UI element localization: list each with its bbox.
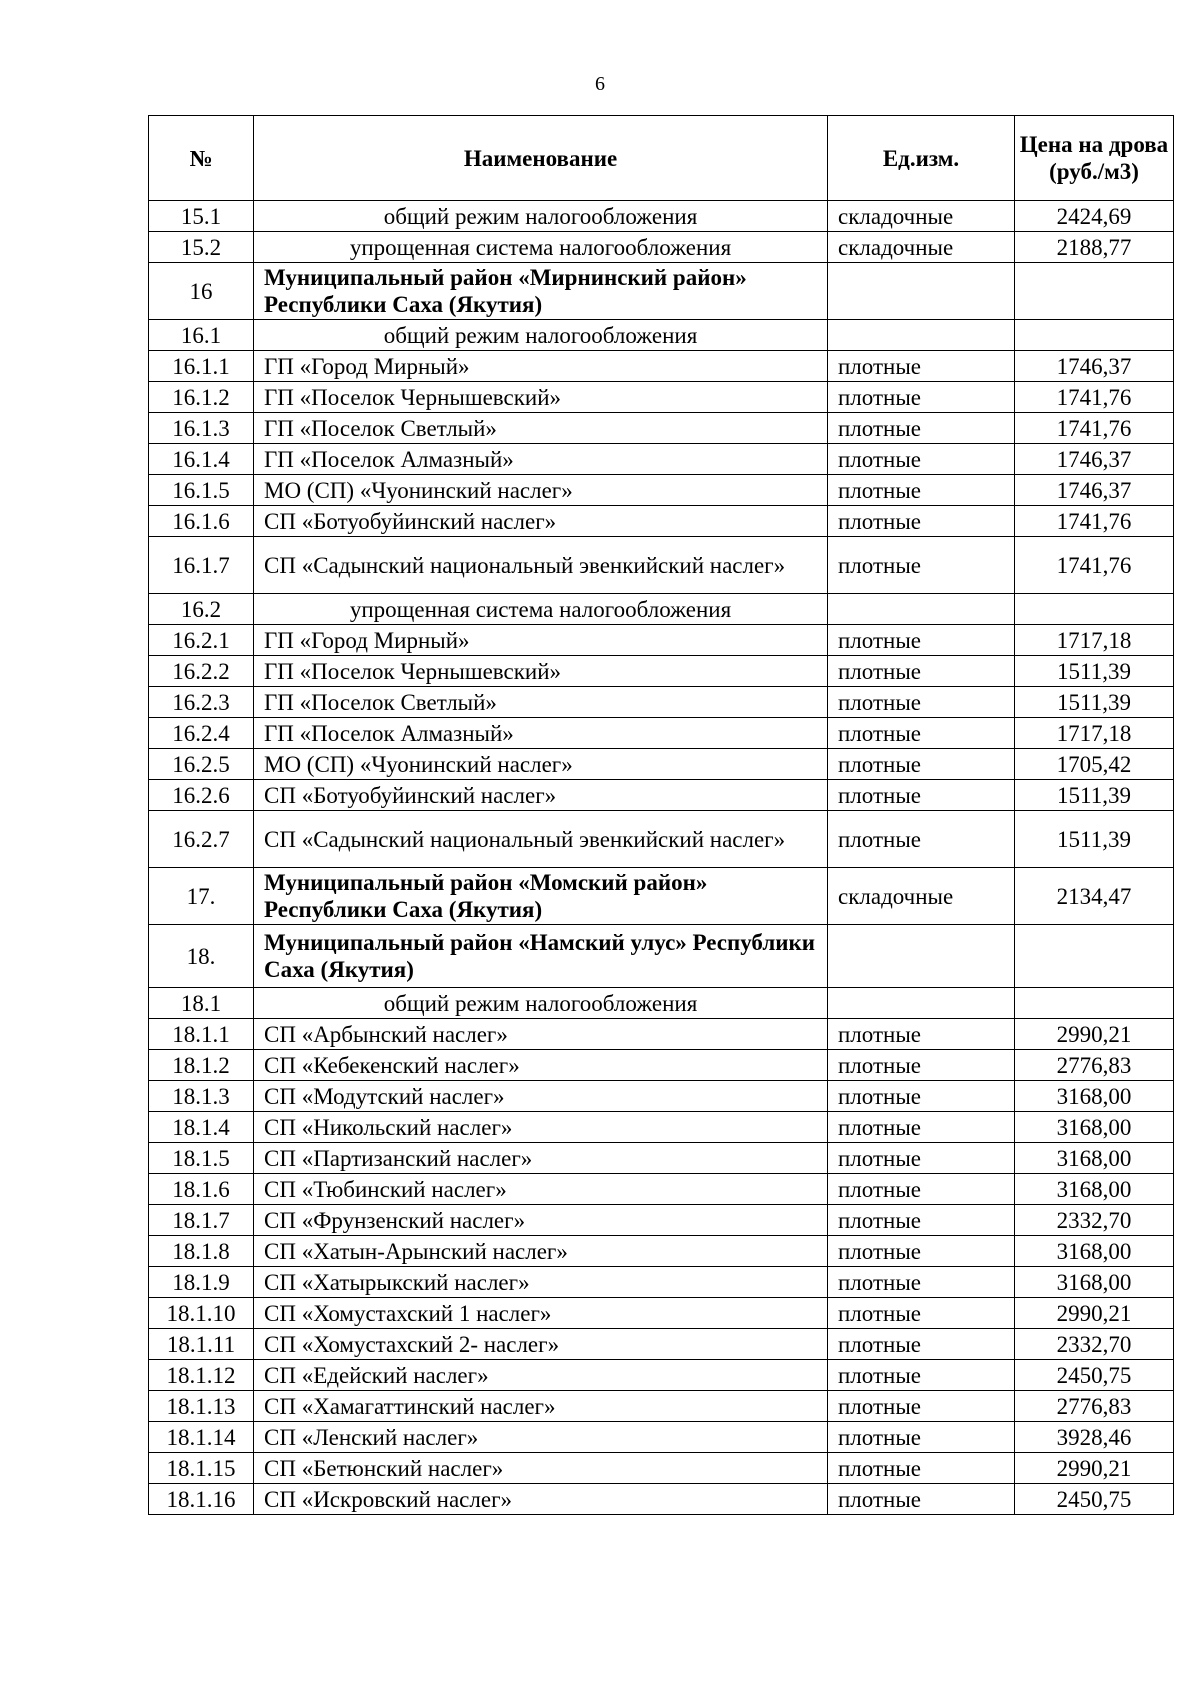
row-number-cell: 18.1.4 [149,1112,254,1143]
row-unit-cell: плотные [828,1236,1015,1267]
row-name-cell: СП «Искровский наслег» [254,1484,828,1515]
row-number-cell: 18.1.11 [149,1329,254,1360]
row-unit-cell: плотные [828,1205,1015,1236]
row-unit-cell: плотные [828,1143,1015,1174]
table-row [149,1143,1174,1174]
row-number-cell: 16.2.1 [149,625,254,656]
row-price-cell: 2776,83 [1015,1050,1174,1081]
row-unit-cell: плотные [828,718,1015,749]
row-price-cell: 1717,18 [1015,625,1174,656]
table-row [149,1205,1174,1236]
table-row [149,625,1174,656]
row-price-cell: 3168,00 [1015,1267,1174,1298]
row-number-cell: 16.1.3 [149,413,254,444]
row-number-cell: 18.1.6 [149,1174,254,1205]
row-price-cell: 2332,70 [1015,1329,1174,1360]
row-price-cell: 1741,76 [1015,506,1174,537]
row-unit-cell [828,263,1015,320]
row-price-cell: 1511,39 [1015,811,1174,868]
row-name-cell: СП «Ботуобуйинский наслег» [254,506,828,537]
page-number: 6 [595,73,605,95]
row-name-cell: СП «Арбынский наслег» [254,1019,828,1050]
row-price-cell: 1746,37 [1015,475,1174,506]
row-unit-cell: плотные [828,1453,1015,1484]
row-name-cell: СП «Тюбинский наслег» [254,1174,828,1205]
header-unit: Ед.изм. [828,116,1015,201]
row-price-cell: 3168,00 [1015,1174,1174,1205]
row-price-cell [1015,988,1174,1019]
row-unit-cell: плотные [828,506,1015,537]
firewood-price-table [148,115,1174,1515]
row-name-cell: СП «Ленский наслег» [254,1422,828,1453]
table-row [149,1453,1174,1484]
row-name-cell: СП «Кебекенский наслег» [254,1050,828,1081]
row-price-cell: 2188,77 [1015,232,1174,263]
row-number-cell: 16.1.4 [149,444,254,475]
table-header [149,116,1174,201]
row-price-cell: 1741,76 [1015,537,1174,594]
row-number-cell: 16.2.7 [149,811,254,868]
row-number-cell: 16.1.5 [149,475,254,506]
table-row [149,320,1174,351]
row-name-cell: ГП «Город Мирный» [254,625,828,656]
row-unit-cell: плотные [828,537,1015,594]
table-row [149,351,1174,382]
row-name-cell: СП «Хомустахский 2- наслег» [254,1329,828,1360]
row-price-cell: 1741,76 [1015,382,1174,413]
row-name-cell: общий режим налогообложения [254,320,828,351]
row-price-cell: 2990,21 [1015,1298,1174,1329]
row-price-cell: 2990,21 [1015,1453,1174,1484]
row-unit-cell: плотные [828,1112,1015,1143]
table-row [149,687,1174,718]
table-row [149,594,1174,625]
row-price-cell: 1511,39 [1015,687,1174,718]
row-number-cell: 18.1.2 [149,1050,254,1081]
row-price-cell: 3168,00 [1015,1112,1174,1143]
row-name-cell: общий режим налогообложения [254,201,828,232]
row-number-cell: 18.1.14 [149,1422,254,1453]
row-price-cell: 1746,37 [1015,351,1174,382]
row-unit-cell: складочные [828,201,1015,232]
row-price-cell: 1746,37 [1015,444,1174,475]
header-num: № [149,116,254,201]
row-number-cell: 18.1.7 [149,1205,254,1236]
row-name-cell: Муниципальный район «Намский улус» Республики Саха (Якутия) [254,925,828,988]
row-number-cell: 18. [149,925,254,988]
row-price-cell: 1705,42 [1015,749,1174,780]
row-price-cell: 1511,39 [1015,780,1174,811]
row-unit-cell: складочные [828,232,1015,263]
row-name-cell: ГП «Поселок Чернышевский» [254,656,828,687]
table-row [149,263,1174,320]
row-number-cell: 18.1.13 [149,1391,254,1422]
row-unit-cell: плотные [828,1298,1015,1329]
row-unit-cell: плотные [828,1360,1015,1391]
table-row [149,506,1174,537]
row-price-cell: 1511,39 [1015,656,1174,687]
row-number-cell: 16.2.4 [149,718,254,749]
table-row [149,475,1174,506]
table-row [149,988,1174,1019]
table-row [149,201,1174,232]
row-price-cell: 2450,75 [1015,1360,1174,1391]
row-price-cell [1015,320,1174,351]
table-row [149,749,1174,780]
table-row [149,1236,1174,1267]
table-row [149,925,1174,988]
row-price-cell [1015,263,1174,320]
row-price-cell: 2332,70 [1015,1205,1174,1236]
table-row [149,413,1174,444]
row-number-cell: 16.2 [149,594,254,625]
row-unit-cell: плотные [828,1050,1015,1081]
row-name-cell: ГП «Поселок Алмазный» [254,444,828,475]
row-name-cell: СП «Садынский национальный эвенкийский наслег» [254,537,828,594]
row-unit-cell: плотные [828,1422,1015,1453]
row-name-cell: СП «Садынский национальный эвенкийский наслег» [254,811,828,868]
row-number-cell: 18.1.3 [149,1081,254,1112]
table-row [149,1081,1174,1112]
row-number-cell: 18.1 [149,988,254,1019]
table-row [149,382,1174,413]
row-name-cell: общий режим налогообложения [254,988,828,1019]
row-unit-cell: плотные [828,444,1015,475]
row-number-cell: 18.1.9 [149,1267,254,1298]
row-price-cell: 3168,00 [1015,1236,1174,1267]
row-name-cell: СП «Партизанский наслег» [254,1143,828,1174]
row-unit-cell [828,925,1015,988]
row-unit-cell: плотные [828,351,1015,382]
row-name-cell: СП «Модутский наслег» [254,1081,828,1112]
row-unit-cell [828,988,1015,1019]
row-unit-cell: плотные [828,687,1015,718]
row-unit-cell: плотные [828,413,1015,444]
table-row [149,1174,1174,1205]
row-price-cell: 3928,46 [1015,1422,1174,1453]
row-number-cell: 16.1.7 [149,537,254,594]
table-row [149,718,1174,749]
row-unit-cell: плотные [828,811,1015,868]
row-price-cell: 2990,21 [1015,1019,1174,1050]
row-name-cell: СП «Хомустахский 1 наслег» [254,1298,828,1329]
table-row [149,1391,1174,1422]
row-name-cell: ГП «Город Мирный» [254,351,828,382]
row-unit-cell: складочные [828,868,1015,925]
table-row [149,1360,1174,1391]
row-unit-cell [828,594,1015,625]
row-name-cell: ГП «Поселок Алмазный» [254,718,828,749]
table-row [149,656,1174,687]
row-unit-cell: плотные [828,1484,1015,1515]
row-price-cell: 2776,83 [1015,1391,1174,1422]
row-number-cell: 18.1.10 [149,1298,254,1329]
table-row [149,1484,1174,1515]
row-unit-cell: плотные [828,1329,1015,1360]
row-name-cell: Муниципальный район «Момский район» Республики Саха (Якутия) [254,868,828,925]
row-number-cell: 15.2 [149,232,254,263]
row-price-cell [1015,594,1174,625]
row-number-cell: 16.2.6 [149,780,254,811]
table-row [149,1267,1174,1298]
row-number-cell: 18.1.15 [149,1453,254,1484]
row-unit-cell: плотные [828,382,1015,413]
row-number-cell: 16.2.2 [149,656,254,687]
row-number-cell: 17. [149,868,254,925]
table-row [149,1329,1174,1360]
row-number-cell: 18.1.8 [149,1236,254,1267]
row-name-cell: СП «Никольский наслег» [254,1112,828,1143]
row-name-cell: МО (СП) «Чуонинский наслег» [254,749,828,780]
row-number-cell: 18.1.1 [149,1019,254,1050]
row-name-cell: ГП «Поселок Светлый» [254,413,828,444]
header-price: Цена на дрова (руб./м3) [1015,116,1174,201]
row-name-cell: СП «Хатын-Арынский наслег» [254,1236,828,1267]
table-row [149,444,1174,475]
row-price-cell: 2424,69 [1015,201,1174,232]
table-row [149,1050,1174,1081]
row-unit-cell: плотные [828,1019,1015,1050]
table-body [149,201,1174,1515]
table-row [149,780,1174,811]
row-unit-cell: плотные [828,780,1015,811]
row-number-cell: 15.1 [149,201,254,232]
row-name-cell: СП «Хатырыкский наслег» [254,1267,828,1298]
row-name-cell: Муниципальный район «Мирнинский район» Республики Саха (Якутия) [254,263,828,320]
row-price-cell: 3168,00 [1015,1143,1174,1174]
header-row [149,116,1174,201]
row-unit-cell: плотные [828,749,1015,780]
row-number-cell: 18.1.16 [149,1484,254,1515]
table-row [149,1298,1174,1329]
row-number-cell: 16.2.5 [149,749,254,780]
row-name-cell: СП «Фрунзенский наслег» [254,1205,828,1236]
row-number-cell: 16.1 [149,320,254,351]
row-price-cell: 1741,76 [1015,413,1174,444]
row-unit-cell: плотные [828,1391,1015,1422]
table-row [149,811,1174,868]
row-unit-cell: плотные [828,1267,1015,1298]
row-price-cell: 2450,75 [1015,1484,1174,1515]
row-name-cell: СП «Бетюнский наслег» [254,1453,828,1484]
row-unit-cell: плотные [828,656,1015,687]
row-name-cell: СП «Ботуобуйинский наслег» [254,780,828,811]
row-name-cell: упрощенная система налогообложения [254,594,828,625]
table-row [149,1019,1174,1050]
row-name-cell: СП «Едейский наслег» [254,1360,828,1391]
row-price-cell: 2134,47 [1015,868,1174,925]
row-number-cell: 18.1.12 [149,1360,254,1391]
row-number-cell: 18.1.5 [149,1143,254,1174]
row-unit-cell: плотные [828,1081,1015,1112]
row-number-cell: 16.1.6 [149,506,254,537]
table-row [149,537,1174,594]
row-name-cell: упрощенная система налогообложения [254,232,828,263]
table-row [149,1422,1174,1453]
row-number-cell: 16.1.1 [149,351,254,382]
row-name-cell: СП «Хамагаттинский наслег» [254,1391,828,1422]
row-price-cell [1015,925,1174,988]
table-row [149,868,1174,925]
row-number-cell: 16 [149,263,254,320]
row-price-cell: 1717,18 [1015,718,1174,749]
row-number-cell: 16.2.3 [149,687,254,718]
row-number-cell: 16.1.2 [149,382,254,413]
row-unit-cell: плотные [828,625,1015,656]
table-row [149,1112,1174,1143]
header-name: Наименование [254,116,828,201]
row-unit-cell: плотные [828,1174,1015,1205]
row-name-cell: МО (СП) «Чуонинский наслег» [254,475,828,506]
row-name-cell: ГП «Поселок Светлый» [254,687,828,718]
row-name-cell: ГП «Поселок Чернышевский» [254,382,828,413]
table-row [149,232,1174,263]
row-price-cell: 3168,00 [1015,1081,1174,1112]
row-unit-cell [828,320,1015,351]
row-unit-cell: плотные [828,475,1015,506]
